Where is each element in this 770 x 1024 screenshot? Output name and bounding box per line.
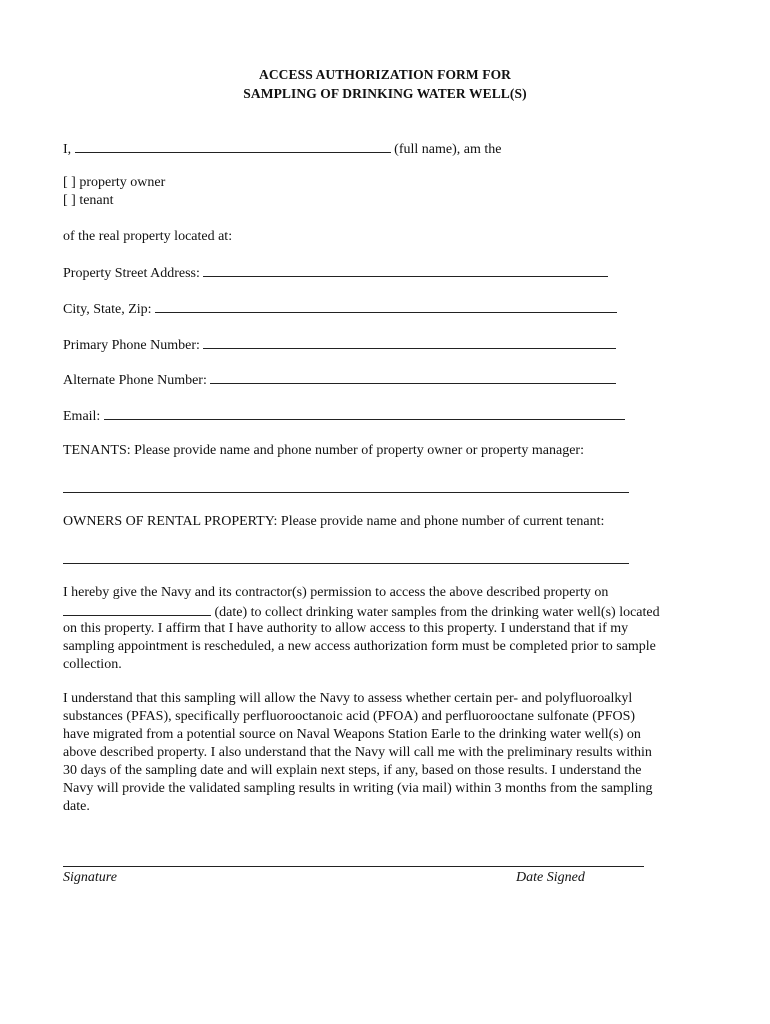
city-state-zip-label: City, State, Zip:: [63, 302, 152, 317]
paragraph-line: I understand that this sampling will allow the Navy to assess whether certain per- and polyfluoroalkyl: [63, 691, 633, 706]
signature-line[interactable]: [63, 866, 644, 867]
alternate-phone-field[interactable]: [210, 370, 616, 384]
email-row: [63, 406, 625, 426]
form-title-line1: ACCESS AUTHORIZATION FORM FOR: [258, 67, 512, 82]
full-name-field[interactable]: [75, 139, 391, 153]
street-address-label: Property Street Address:: [63, 266, 200, 281]
full-name-row: [63, 139, 501, 159]
paragraph-line: substances (PFAS), specifically perfluorooctanoic acid (PFOA) and perfluorooctane sulfonate (PFOS): [63, 709, 636, 724]
signature-label: Signature: [63, 870, 117, 885]
tenant-contact-field[interactable]: [63, 563, 629, 564]
email-label: Email:: [63, 409, 101, 424]
form-title-line2: SAMPLING OF DRINKING WATER WELL(S): [243, 86, 527, 101]
primary-phone-field[interactable]: [203, 335, 616, 349]
intro-suffix: (full name), am the: [394, 142, 502, 157]
paragraph-line: collection.: [63, 657, 122, 672]
email-field[interactable]: [104, 406, 625, 420]
located-text: of the real property located at:: [63, 229, 233, 244]
tenants-prompt: TENANTS: Please provide name and phone number of property owner or property manager:: [63, 443, 584, 458]
date-row: [63, 602, 713, 620]
alternate-phone-row: [63, 370, 616, 390]
date-signed-label: Date Signed: [516, 870, 585, 885]
intro-prefix: I,: [63, 142, 72, 157]
paragraph-line: have migrated from a potential source on Naval Weapons Station Earle to the drinking water well(s) on: [63, 727, 641, 742]
paragraph-line: on this property. I affirm that I have authority to allow access to this property. I understand that if my: [63, 621, 629, 636]
understanding-paragraph: [63, 690, 713, 816]
sampling-date-field[interactable]: [63, 602, 211, 616]
paragraph-line: Navy will provide the validated sampling results in writing (via mail) within 3 months from the sampling: [63, 781, 653, 796]
street-address-row: [63, 263, 608, 283]
alternate-phone-label: Alternate Phone Number:: [63, 373, 207, 388]
tenant-option[interactable]: [ ] tenant: [63, 193, 114, 208]
paragraph-line: date.: [63, 799, 90, 814]
owners-prompt: OWNERS OF RENTAL PROPERTY: Please provide name and phone number of current tenant:: [63, 514, 605, 529]
permission-paragraph: [63, 584, 713, 674]
paragraph-line: (date) to collect drinking water samples from the drinking water well(s) located: [214, 605, 660, 620]
primary-phone-row: [63, 335, 616, 355]
paragraph-line: above described property. I also understand that the Navy will call me with the preliminary results within: [63, 745, 652, 760]
paragraph-line: 30 days of the sampling date and will explain next steps, if any, based on those results. I understand the: [63, 763, 642, 778]
primary-phone-label: Primary Phone Number:: [63, 338, 200, 353]
paragraph-line: sampling appointment is rescheduled, a new access authorization form must be completed prior to sample: [63, 639, 656, 654]
paragraph-line: I hereby give the Navy and its contractor(s) permission to access the above described property on: [63, 585, 609, 600]
street-address-field[interactable]: [203, 263, 608, 277]
city-state-zip-field[interactable]: [155, 299, 617, 313]
owner-contact-field[interactable]: [63, 492, 629, 493]
property-owner-option[interactable]: [ ] property owner: [63, 175, 166, 190]
city-state-zip-row: [63, 299, 617, 319]
